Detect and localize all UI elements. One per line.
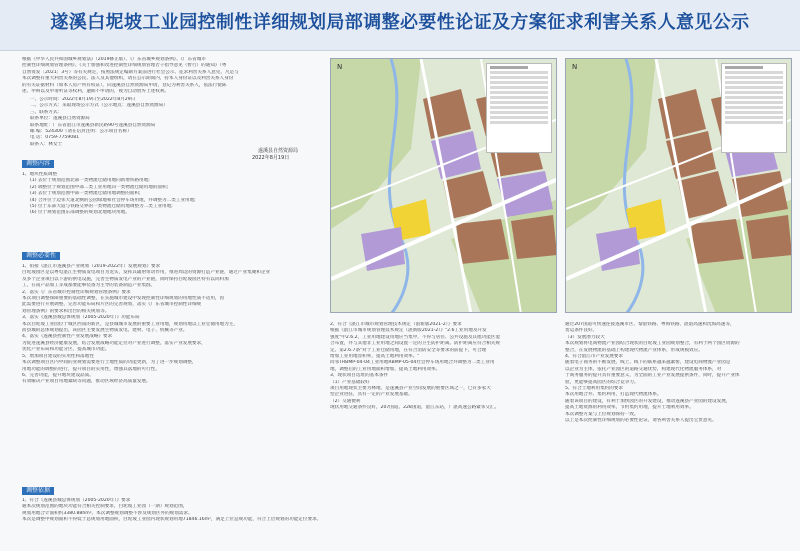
- compass-icon: N: [337, 63, 343, 71]
- right-line: 4、符合湛江市产业发展要求: [565, 354, 624, 360]
- right-line: 货运条件良好。: [565, 328, 598, 334]
- adjust-item: (5) 位于东部大道与铁路交界的一类物流仓储用地调整为二类工业用地;: [30, 204, 173, 210]
- necessity-line: 6、完善功能，提升地块建设品质。: [22, 372, 94, 378]
- mid-line: 型企业进驻，具有一定的产业发展基础。: [330, 392, 413, 398]
- notice-line: 的有关证据材料（如本人房产所有权证），向遂溪县自然资源局申请，登记为利害关系人，依法行使陈: [22, 82, 227, 88]
- map-after: [565, 58, 792, 313]
- map-after-legend: [721, 63, 787, 153]
- notice-line: 述、申辩以及申请听证等权利，逾期不申请的，视为自动放弃上述权利。: [22, 89, 170, 95]
- signature-org: 遂溪县自然资源局: [258, 148, 299, 154]
- right-line: 随着该项目的建设，有利于加快园区的开发建设，推动遂溪县产业园的建设发展，: [565, 398, 731, 404]
- right-line: 以企业为主体，依托产业园区的道路交通优势，构建现代化物流服务体系，对: [565, 366, 722, 372]
- notice-item: 邮 编：524300（请在信封注明：公示项目名称）: [30, 129, 132, 135]
- adjust-item: (3) 去位于规划范围中部一类物流仓储用地调整的面积;: [30, 191, 141, 197]
- right-line: 5、符合土地利用集约的要求: [565, 386, 624, 392]
- necessity-line: 及多个企业项目以下游的供电设施，完善生物质发电产业的产业链，同时保持白坭坡园区特有以同料加: [22, 276, 229, 282]
- necessity-line: 本次白坭坡工业园位于城区西南的新区，是县城城市发展的重要工业用地，规划用地以工业仓储用地为主，: [22, 321, 238, 327]
- mid-line: 3、现状项目选址的基本条件: [330, 373, 389, 379]
- law-line: 规划用地合计面积约3380.88hm²。本次调整规划调整不涉及规划区外的规划需求。: [22, 510, 193, 516]
- mid-line: 强度"中2.6.2，工业用地建设用地应当集中，不得与居住、公共设施及其他功能区混: [330, 334, 500, 340]
- notice-line: 控制性详细规划管理条例》、《关于加强和改进控制性详细规划管理若干指导意见（暂行）的通知》（粤: [22, 63, 227, 69]
- compass-icon: N: [572, 63, 578, 71]
- necessity-line: 1、衔接《湛江市遂溪县产业规划（2019-2022年）发展规划》要求: [22, 264, 161, 269]
- necessity-line: 用地功能的调整的进行，提升项目的实用性，增强其落地的可行性。: [22, 366, 160, 372]
- right-line: 于商务服务的提升具有重要意义，为全面的工业产业发展提供条件，同时，提升产业体: [565, 373, 740, 379]
- necessity-line: 为促进遂溪县经济健康发展，结合发展战略功能定位对产业进行调整，落实产业发展要求，: [22, 340, 206, 346]
- necessity-line: 工，在南产品加工等成都要能够装备为主导的装备制造产业集群。: [22, 283, 156, 289]
- right-line: 本次规划将电商物流产业园结合现状的白坭坡工业园规划整合，有利于两个园区资源的: [565, 341, 740, 347]
- necessity-line: 本次项目调整保障重要的基础性调整，在实施城市建设中发现控制性详细规划的用地性质不适用，因: [22, 296, 225, 302]
- mid-line: 同邻TRBMP-04-04工业用地RBMP-05-04社会停车场用地合并调整为二类工业用: [330, 360, 495, 366]
- necessity-line: 此需要进行开展调整，完善功能布局和片区的完善规划，落实《广东省城市控制性详细规: [22, 302, 202, 308]
- notice-item: 联系人：林女士: [30, 141, 63, 147]
- necessity-line: 优化产业布局和功能分区，提高城市功能。: [22, 347, 110, 353]
- mid-line: （2）交通便利: [330, 398, 361, 404]
- law-text: [22, 498, 322, 548]
- adjust-list: [22, 172, 322, 222]
- necessity-line: 4、落实《遂溪县控制性产业发展战略》要求: [22, 334, 113, 340]
- necessity-line: 3、落实《遂溪县城总体规划（2005-2020年）》功能布局: [22, 315, 140, 321]
- mid-line: 根据《湛江市城市规划管理技术规定（湛新版2021-2）》"2.6工业用地及开发: [330, 328, 487, 334]
- notice-item: 二、公示方式：采取现场公示方式（公示地点：遂溪县自然资源局）: [30, 103, 168, 109]
- mid-line: 定。第2.6.7条"对于工业仓储用地，在符合消防安全等要求的前提下，可合理: [330, 347, 487, 353]
- mid-line: 增加工业用地容积率，提高土地利用效率。": [330, 354, 420, 360]
- law-line: 通本次规划范围的地块功能符合相关控制要求，白坭坡工业园（一期）规划范围，: [22, 504, 188, 510]
- mid-line: （1）产业基础较好: [330, 379, 370, 385]
- maps-area: [330, 58, 792, 313]
- notice-line: 自然资发〔2021〕3号）等有关规定，按照法规定编制方案前进行社会公示、征求利害关系人意见，凡是与: [22, 69, 239, 75]
- mid-line: 地，调整后的工业用地面积增加，提高土地利用效率。: [330, 366, 441, 372]
- mid-line: 2、符合《湛江市城市规划管理技术规定（湛新版2021-2）》要求: [330, 322, 462, 327]
- notice-item: 联系地址：广东省湛江市遂溪县新民路90号遂溪县自然资源局: [30, 122, 156, 128]
- necessity-line: 白坭坡园区是以粤电湛江生物质发电项目为龙头，发挥其辐射带动作用，推进周边的资源打造产业链，通过产业集聚和企业: [22, 270, 271, 276]
- right-line: （3）发展潜力较大: [565, 334, 605, 340]
- necessity-line: 本次调整项目区内中间的业规划需要进行土地性质的功能更新，为了进一步规划调整，: [22, 360, 197, 366]
- section-necessity-title: 调整必要性: [22, 252, 60, 260]
- right-text: [565, 322, 793, 547]
- map-before: [330, 58, 557, 313]
- section-law-title: 调整依据: [22, 487, 54, 495]
- notice-intro: [22, 57, 322, 97]
- law-line: 1、符合《遂溪县城总体规划（2005-2020年）》要求: [22, 498, 131, 503]
- title-bar: [0, 0, 800, 51]
- necessity-line: 划管理条例》的要求和出台的相关规划等。: [22, 308, 110, 314]
- right-line: 提高土地资源的利用效率，节约集约用地，提升土地利用效率。: [565, 405, 694, 411]
- law-line: 本次是调整中规划面积不得低于总规划用地面积，白坭坡工业园内现状规划用地71846.16m²，满足上位总规功能，符合上层规划的功能定位要求。: [22, 517, 322, 523]
- notice-item: 电 话：0759-7759081: [30, 135, 80, 141]
- necessity-line: 2、落实《广东省城市控制性详细规划管理条例》要求: [22, 289, 131, 295]
- notice-item: 联系单位：遂溪县自然资源局: [30, 116, 90, 122]
- right-line: 验，更能够提高园区的综合竞争力。: [565, 379, 639, 385]
- section-adjust-title: 调整内容: [22, 160, 54, 168]
- notice-line: 本次调整有重大利害关系的公民、法人及其他组织，请在公示期间内，持本人身份证以及利害关系人身份: [22, 76, 234, 82]
- necessity-line: 有效解决产业项目用地紧缺等问题，推动区域经济高质量发展。: [22, 379, 151, 385]
- right-line: 本次调整方案与上位规划保持一致。: [565, 411, 639, 417]
- notice-item: 三、联系方式：: [30, 109, 63, 115]
- adjust-item: (4) 合并位于边邻大道北侧的公园绿地和社会停车场用地，并调整为二类工业用地;: [30, 197, 196, 203]
- mid-text: [330, 322, 555, 547]
- right-line: 整合，在发展物流的基础上构建现代物流产业体系，形成规模效应。: [565, 347, 703, 353]
- adjust-subtitle: 1、地块性质调整: [22, 172, 58, 177]
- necessity-line: 而县城的总体规划提出，该园区主要发展生物质发电、建材、电子、机械等产业。: [22, 328, 188, 334]
- notice-item: 一、公示时间：2022年8月19日至2022年8月29日: [30, 97, 136, 102]
- notice-line: 根据《中华人民共和国城乡规划法》（2019修正版）、《广东省城乡规划条例》、《广东省城市: [22, 57, 206, 62]
- necessity-text: [22, 264, 322, 484]
- mid-line: 现状用地交通条件良好，207国道、228国道，湛江东站，广湛高速公路紧邻交汇。: [330, 405, 500, 411]
- right-line: 通过207国道可快速连接遂溪市区、黎湛铁路、粤海铁路、湛湛高速和沈海高速等，: [565, 322, 735, 327]
- page-title: 遂溪白坭坡工业园控制性详细规划局部调整必要性论证及方案征求利害关系人意见公示: [50, 12, 750, 33]
- map-before-legend: [486, 63, 552, 153]
- right-line: 随着电子商务的不断发展，线上、线下的联系越来越紧密，建设电商物流产业园是: [565, 360, 731, 366]
- adjust-item: (1) 去位于规划范围北部一类物流仓储用地向新增铁路用地;: [30, 178, 150, 184]
- right-line: 本次用地合并、集约利用，打造现代物流体系。: [565, 392, 662, 398]
- notice-items: [30, 97, 320, 149]
- adjust-item: (2) 调整位于规划范围中部二类工业用地向一类物流仓储用地的面积;: [30, 184, 169, 190]
- mid-line: 合布置，并与其他非工业用地之间设置一定的卫生防护距离。防护距离应符合相关规: [330, 341, 500, 347]
- right-line: 以上是本次控制性详细规划的必要性论证，请各利害关系人提出宝贵意见。: [565, 418, 717, 424]
- necessity-line: 5、增加项目建设的实用性和落地性: [22, 353, 94, 359]
- signature-date: 2022年8月19日: [252, 155, 290, 161]
- mid-line: 项目用地现状主要为林地，是遂溪县产业空间发展的重要区域之一，已有多家大: [330, 386, 491, 392]
- adjust-item: (6) 位于规划范围东部调整的规划北地地块用地。: [30, 210, 130, 216]
